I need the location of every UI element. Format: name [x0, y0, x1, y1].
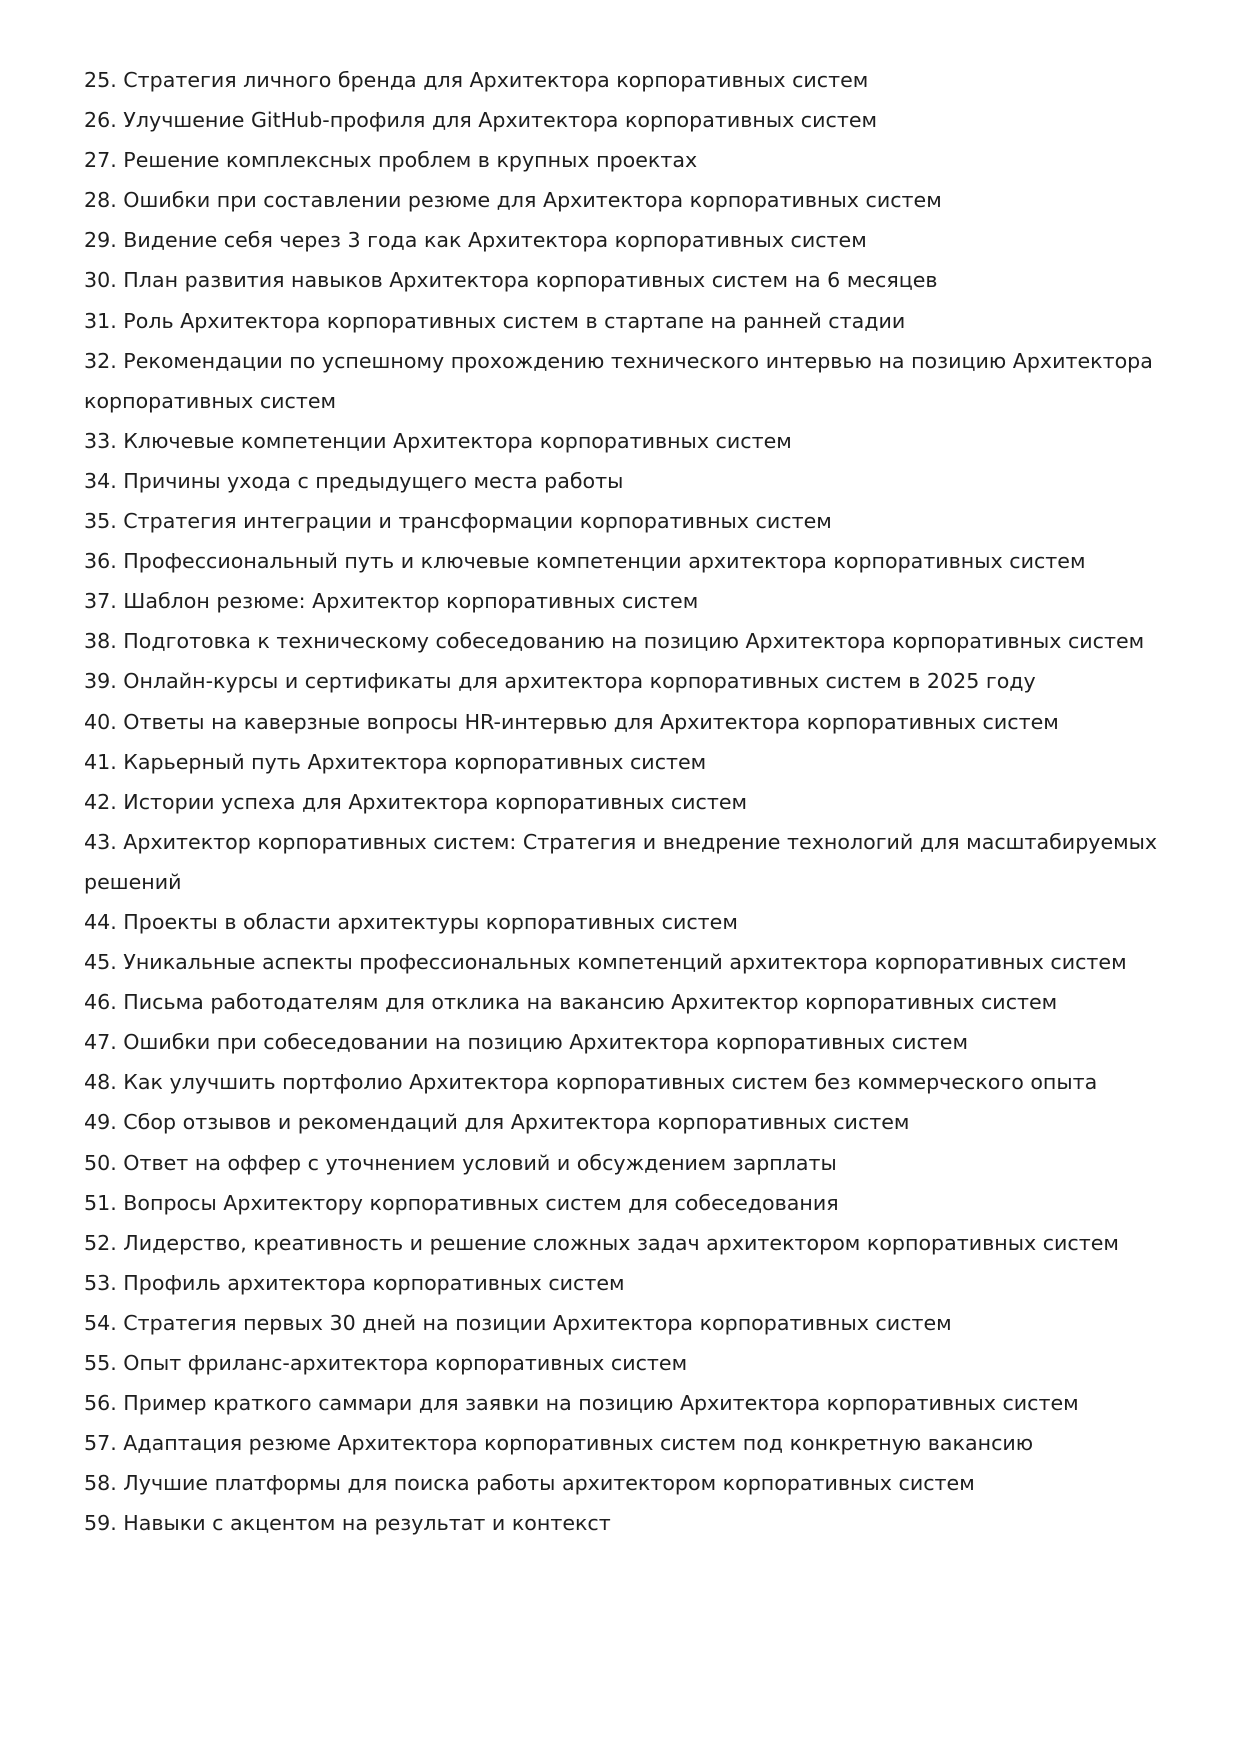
list-item: 25. Стратегия личного бренда для Архитектора корпоративных систем	[84, 68, 869, 92]
list-item: 55. Опыт фриланс-архитектора корпоративных систем	[84, 1351, 688, 1375]
list-item: 52. Лидерство, креативность и решение сложных задач архитектором корпоративных систем	[84, 1230, 1119, 1255]
list-item: 26. Улучшение GitHub-профиля для Архитектора корпоративных систем	[84, 108, 878, 133]
list-item: 53. Профиль архитектора корпоративных систем	[84, 1270, 625, 1295]
list-item: 45. Уникальные аспекты профессиональных компетенций архитектора корпоративных систем	[84, 950, 1127, 975]
list-item: 59. Навыки с акцентом на результат и контекст	[84, 1511, 611, 1536]
topic-list	[84, 60, 1174, 1543]
list-item: 58. Лучшие платформы для поиска работы архитектором корпоративных систем	[84, 1471, 975, 1496]
list-item: 54. Стратегия первых 30 дней на позиции Архитектора корпоративных систем	[84, 1310, 952, 1335]
list-item: 40. Ответы на каверзные вопросы HR-интервью для Архитектора корпоративных систем	[84, 709, 1059, 734]
list-item: 34. Причины ухода с предыдущего места работы	[84, 468, 624, 493]
list-item: 37. Шаблон резюме: Архитектор корпоративных систем	[84, 589, 699, 614]
list-item: 41. Карьерный путь Архитектора корпоративных систем	[84, 749, 707, 774]
list-item: 46. Письма работодателям для отклика на вакансию Архитектор корпоративных систем	[84, 990, 1058, 1015]
list-item: 57. Адаптация резюме Архитектора корпоративных систем под конкретную вакансию	[84, 1431, 1034, 1456]
list-item: 28. Ошибки при составлении резюме для Архитектора корпоративных систем	[84, 188, 942, 213]
list-item: 47. Ошибки при собеседовании на позицию Архитектора корпоративных систем	[84, 1030, 968, 1055]
list-item: 38. Подготовка к техническому собеседованию на позицию Архитектора корпоративных систем	[84, 629, 1145, 654]
list-item: 35. Стратегия интеграции и трансформации корпоративных систем	[84, 509, 832, 534]
list-item: 42. Истории успеха для Архитектора корпоративных систем	[84, 789, 748, 814]
list-item: 56. Пример краткого саммари для заявки на позицию Архитектора корпоративных систем	[84, 1391, 1079, 1416]
list-item: 39. Онлайн-курсы и сертификаты для архитектора корпоративных систем в 2025 году	[84, 669, 1036, 694]
list-item: 33. Ключевые компетенции Архитектора корпоративных систем	[84, 428, 792, 453]
list-item: 29. Видение себя через 3 года как Архитектора корпоративных систем	[84, 228, 867, 253]
list-item: 51. Вопросы Архитектору корпоративных систем для собеседования	[84, 1190, 839, 1215]
list-item: 30. План развития навыков Архитектора корпоративных систем на 6 месяцев	[84, 268, 938, 293]
list-item: 48. Как улучшить портфолио Архитектора корпоративных систем без коммерческого опыта	[84, 1070, 1098, 1095]
list-item: 27. Решение комплексных проблем в крупных проектах	[84, 148, 698, 173]
list-item: 36. Профессиональный путь и ключевые компетенции архитектора корпоративных систем	[84, 549, 1086, 574]
list-item: 32. Рекомендации по успешному прохождению технического интервью на позицию Архитектора корпоративных систем	[84, 348, 1153, 413]
list-item: 50. Ответ на оффер с уточнением условий и обсуждением зарплаты	[84, 1150, 837, 1175]
list-item: 31. Роль Архитектора корпоративных систем в стартапе на ранней стадии	[84, 308, 906, 333]
list-item: 44. Проекты в области архитектуры корпоративных систем	[84, 909, 738, 934]
list-item: 49. Сбор отзывов и рекомендаций для Архитектора корпоративных систем	[84, 1110, 910, 1135]
list-item: 43. Архитектор корпоративных систем: Стратегия и внедрение технологий для масштабируемых решений	[84, 829, 1158, 894]
